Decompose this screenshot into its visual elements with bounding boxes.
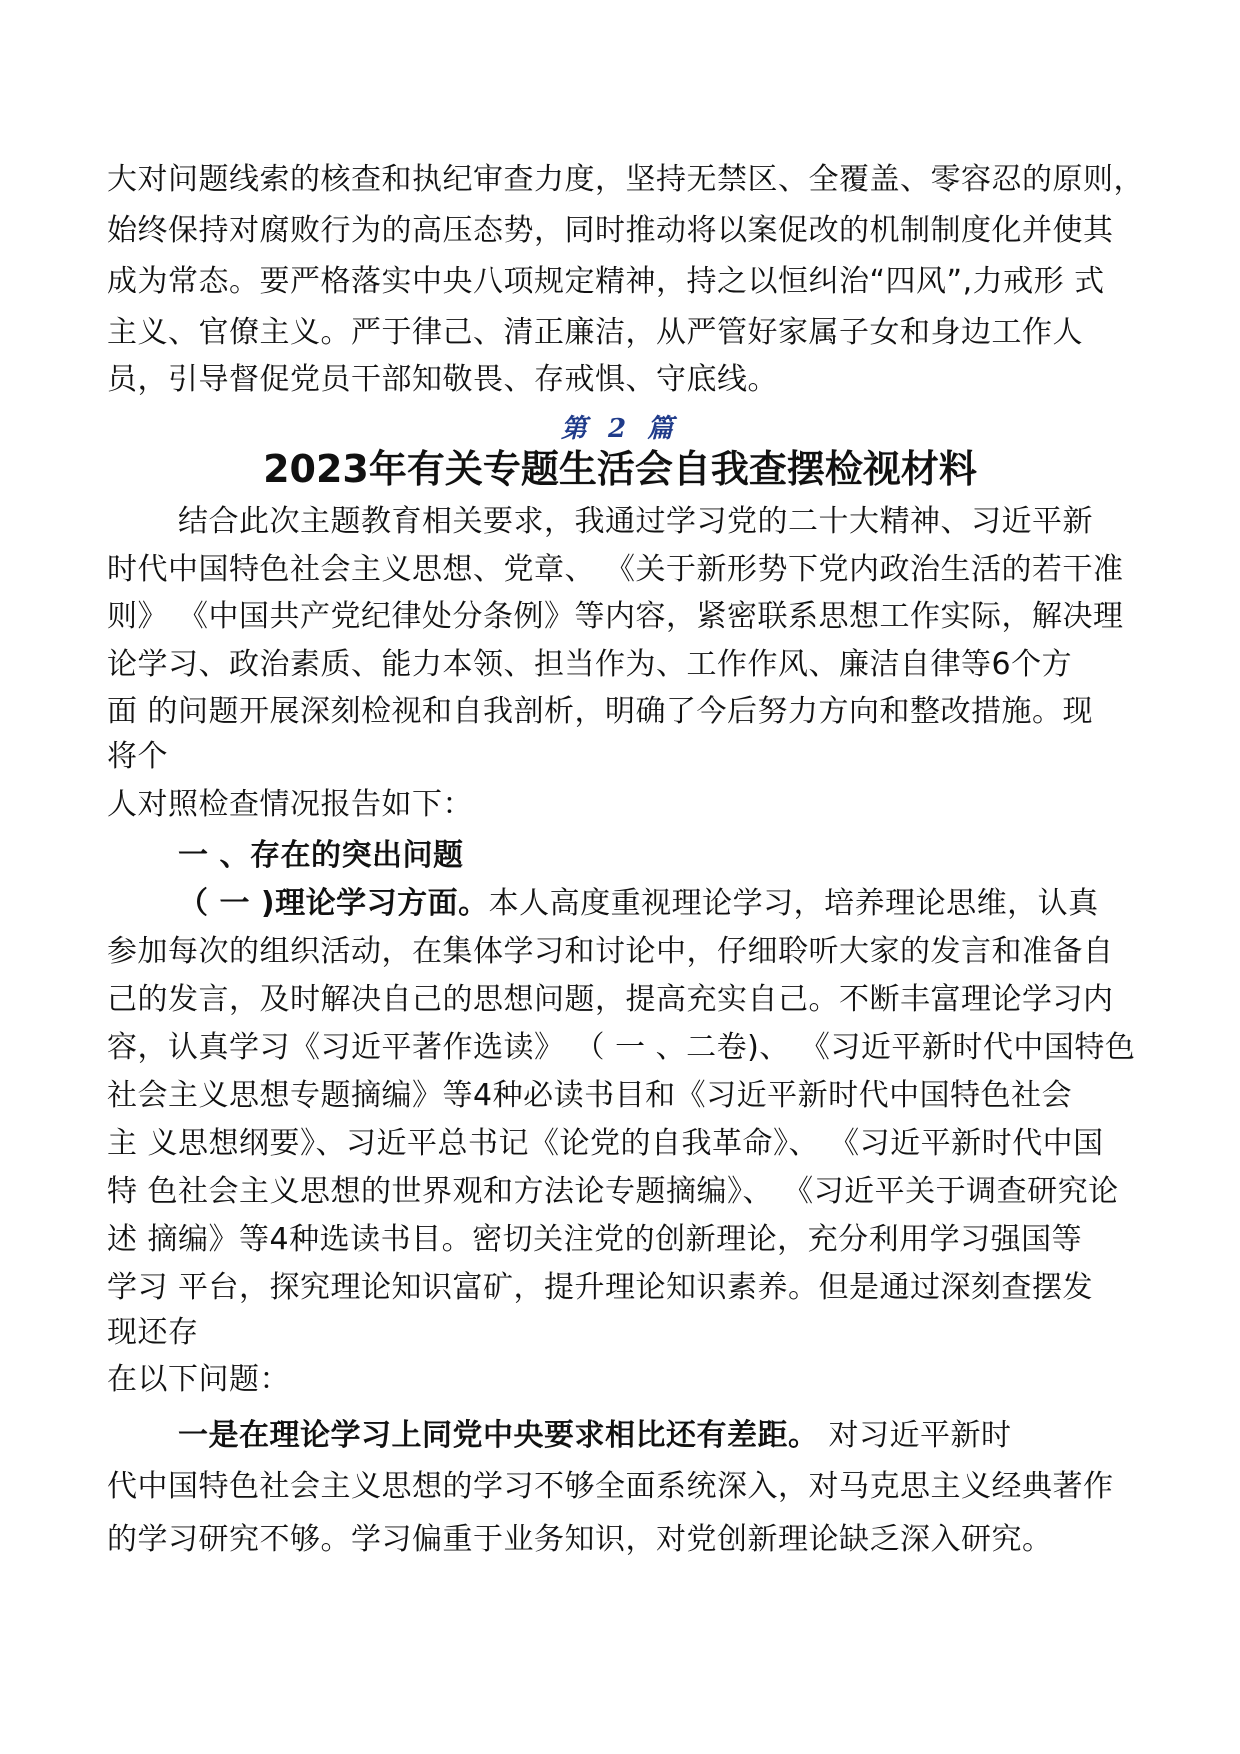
intro-line: 则》 《中国共产党纪律处分条例》等内容，紧密联系思想工作实际，解决理 <box>107 599 1124 634</box>
point-line: 的学习研究不够。学习偏重于业务知识，对党创新理论缺乏深入研究。 <box>107 1522 1053 1557</box>
paragraph-line: 社会主义思想专题摘编》等4种必读书目和《习近平新时代中国特色社会 <box>107 1078 1073 1113</box>
intro-line: 结合此次主题教育相关要求，我通过学习党的二十大精神、习近平新 <box>178 504 1093 539</box>
paragraph-line: 己的发言，及时解决自己的思想问题，提高充实自己。不断丰富理论学习内 <box>107 982 1114 1017</box>
continuation-line: 始终保持对腐败行为的高压态势，同时推动将以案促改的机制制度化并使其 <box>107 213 1114 248</box>
continuation-line: 主义、官僚主义。严于律己、清正廉洁，从严管好家属子女和身边工作人 <box>107 315 1083 350</box>
point-text: 对习近平新时 <box>818 1418 1012 1453</box>
intro-line: 人对照检查情况报告如下： <box>107 787 473 822</box>
point-heading: 一是在理论学习上同党中央要求相比还有差距。 <box>178 1418 819 1453</box>
paragraph-line: 容，认真学习《习近平著作选读》 （ 一 、二卷)、 《习近平新时代中国特色 <box>107 1030 1136 1065</box>
paragraph-line: 述 摘编》等4种选读书目。密切关注党的创新理论，充分利用学习强国等 <box>107 1222 1083 1257</box>
paragraph-line: 参加每次的组织活动，在集体学习和讨论中，仔细聆听大家的发言和准备自 <box>107 934 1114 969</box>
document-title: 2023年有关专题生活会自我查摆检视材料 <box>263 447 977 491</box>
paragraph-line: 特 色社会主义思想的世界观和方法论专题摘编》、 《习近平关于调查研究论 <box>107 1174 1119 1209</box>
paragraph-line: 主 义思想纲要》、习近平总书记《论党的自我革命》、 《习近平新时代中国 <box>107 1126 1104 1161</box>
intro-line: 将个 <box>107 739 168 774</box>
paragraph-text: 本人高度重视理论学习，培养理论思维，认真 <box>488 886 1099 921</box>
intro-line: 面 的问题开展深刻检视和自我剖析，明确了今后努力方向和整改措施。现 <box>107 694 1094 729</box>
section-number: 第 2 篇 <box>560 414 680 444</box>
continuation-line: 成为常态。要严格落实中央八项规定精神，持之以恒纠治“四风”,力戒形 式 <box>107 264 1105 299</box>
intro-line: 时代中国特色社会主义思想、党章、 《关于新形势下党内政治生活的若干准 <box>107 552 1124 587</box>
point-first-line <box>178 1416 1012 1456</box>
section-heading: 一 、存在的突出问题 <box>178 838 464 873</box>
paragraph-first-line <box>178 884 1099 924</box>
paragraph-line: 学习 平台，探究理论知识富矿，提升理论知识素养。但是通过深刻查摆发 <box>107 1270 1094 1305</box>
continuation-line: 员，引导督促党员干部知敬畏、存戒惧、守底线。 <box>107 362 778 397</box>
continuation-line: 大对问题线索的核查和执纪审查力度，坚持无禁区、全覆盖、零容忍的原则， <box>107 162 1144 197</box>
paragraph-line: 在以下问题： <box>107 1362 290 1397</box>
intro-line: 论学习、政治素质、能力本领、担当作为、工作作风、廉洁自律等6个方 <box>107 647 1073 682</box>
point-line: 代中国特色社会主义思想的学习不够全面系统深入，对马克思主义经典著作 <box>107 1469 1114 1504</box>
subheading: （ 一 )理论学习方面。 <box>178 886 489 921</box>
paragraph-line: 现还存 <box>107 1315 199 1350</box>
